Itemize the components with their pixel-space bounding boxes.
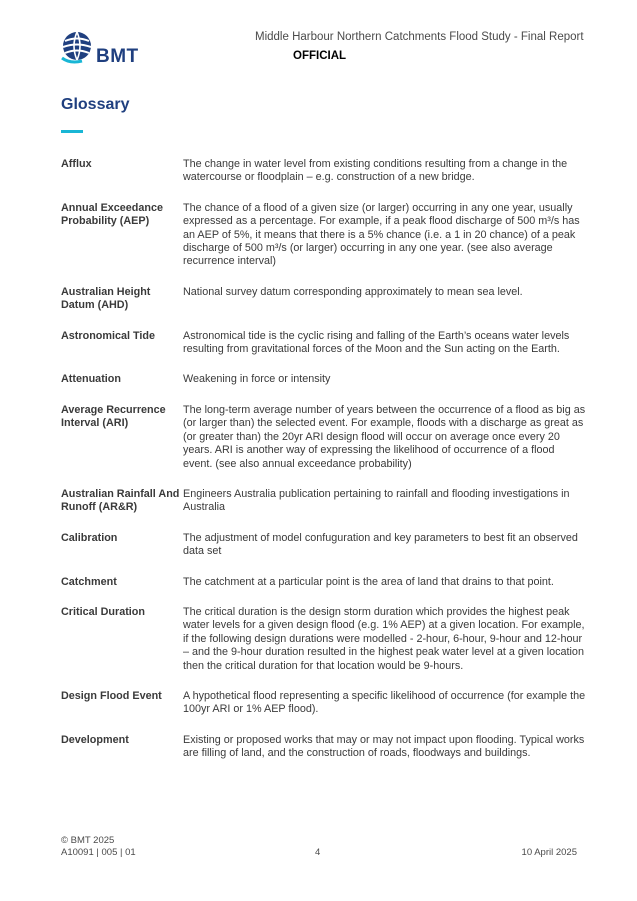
glossary-term: Astronomical Tide (61, 329, 155, 342)
glossary-term: Development (61, 733, 129, 746)
classification-label: OFFICIAL (293, 50, 347, 62)
glossary-entry (61, 373, 586, 386)
heading-accent-bar (61, 130, 83, 133)
glossary-term: Attenuation (61, 373, 121, 386)
footer-date: 10 April 2025 (521, 847, 577, 858)
glossary-entry (61, 734, 586, 761)
glossary-definition: The chance of a flood of a given size (or larger) occurring in any one year, usually expressed as a percentage. For example, if a peak flood discharge of 500 m³/s has an AEP of 5%, it means that there is a 5% chance (i.e. a 1 in 20 chance) of a peak discharge of 500 m³/s (or larger) occurring in any one year. (see also average recurrence interval) (183, 201, 580, 268)
glossary-term: Calibration (61, 531, 118, 544)
glossary-entry (61, 488, 586, 515)
glossary-definition: The change in water level from existing conditions resulting from a change in the watercourse or floodplain – e.g. construction of a new bridge. (183, 158, 568, 184)
glossary-list (61, 158, 586, 778)
glossary-entry (61, 532, 586, 559)
glossary-definition: Existing or proposed works that may or may not impact upon flooding. Typical works are filling of land, and the construction of roads, floodways and buildings. (183, 733, 585, 760)
glossary-definition: Astronomical tide is the cyclic rising and falling of the Earth’s oceans water levels resulting from gravitational forces of the Moon and the Sun acting on the Earth. (183, 329, 570, 356)
glossary-definition: The catchment at a particular point is the area of land that drains to that point. (183, 575, 554, 588)
glossary-entry (61, 606, 586, 673)
document-title: Middle Harbour Northern Catchments Flood Study - Final Report (255, 31, 584, 43)
glossary-term: Average Recurrence Interval (ARI) (61, 403, 166, 430)
glossary-term: Design Flood Event (61, 689, 162, 702)
glossary-definition: The adjustment of model confuguration and key parameters to best fit an observed data set (183, 531, 578, 558)
footer-doc-ref: A10091 | 005 | 01 (61, 847, 136, 858)
glossary-definition: A hypothetical flood representing a specific likelihood of occurrence (for example the 100yr ARI or 1% AEP flood). (183, 689, 586, 716)
page-title: Glossary (61, 96, 130, 113)
glossary-term: Australian Rainfall And Runoff (AR&R) (61, 487, 180, 514)
glossary-term: Australian Height Datum (AHD) (61, 285, 151, 312)
page-number: 4 (315, 847, 321, 858)
logo-wordmark: BMT (96, 46, 139, 67)
glossary-term: Catchment (61, 575, 117, 588)
glossary-entry (61, 202, 586, 269)
glossary-term: Critical Duration (61, 605, 145, 618)
footer-meta (61, 835, 136, 859)
globe-icon (60, 28, 100, 68)
glossary-definition: National survey datum corresponding approximately to mean sea level. (183, 285, 523, 298)
glossary-definition: The critical duration is the design storm duration which provides the highest peak water levels for a given design flood (e.g. 1% AEP) at a given location. For example, if the following design durations were modelled - 2-hour, 6-hour, 9-hour and 12-hour – and the 9-hour duration resulted in the highest peak water level at a given location then the critical duration for that location would be 9-hours. (183, 605, 585, 672)
glossary-term: Annual Exceedance Probability (AEP) (61, 201, 164, 228)
glossary-definition: Engineers Australia publication pertaining to rainfall and flooding investigations in Australia (183, 487, 570, 514)
glossary-entry (61, 404, 586, 471)
glossary-entry (61, 690, 586, 717)
glossary-definition: Weakening in force or intensity (183, 373, 331, 386)
footer-copyright: © BMT 2025 (61, 835, 115, 846)
glossary-entry (61, 330, 586, 357)
glossary-definition: The long-term average number of years between the occurrence of a flood as big as (or larger than) the selected event. For example, floods with a discharge as great as (or greater than) the 20yr ARI design flood will occur on average once every 20 years. ARI is another way of expressing the likelihood of occurrence of a flood event. (see also annual exceedance probability) (183, 403, 586, 470)
glossary-term: Afflux (61, 158, 92, 170)
glossary-entry (61, 158, 586, 185)
glossary-entry (61, 286, 586, 313)
glossary-entry (61, 576, 586, 589)
